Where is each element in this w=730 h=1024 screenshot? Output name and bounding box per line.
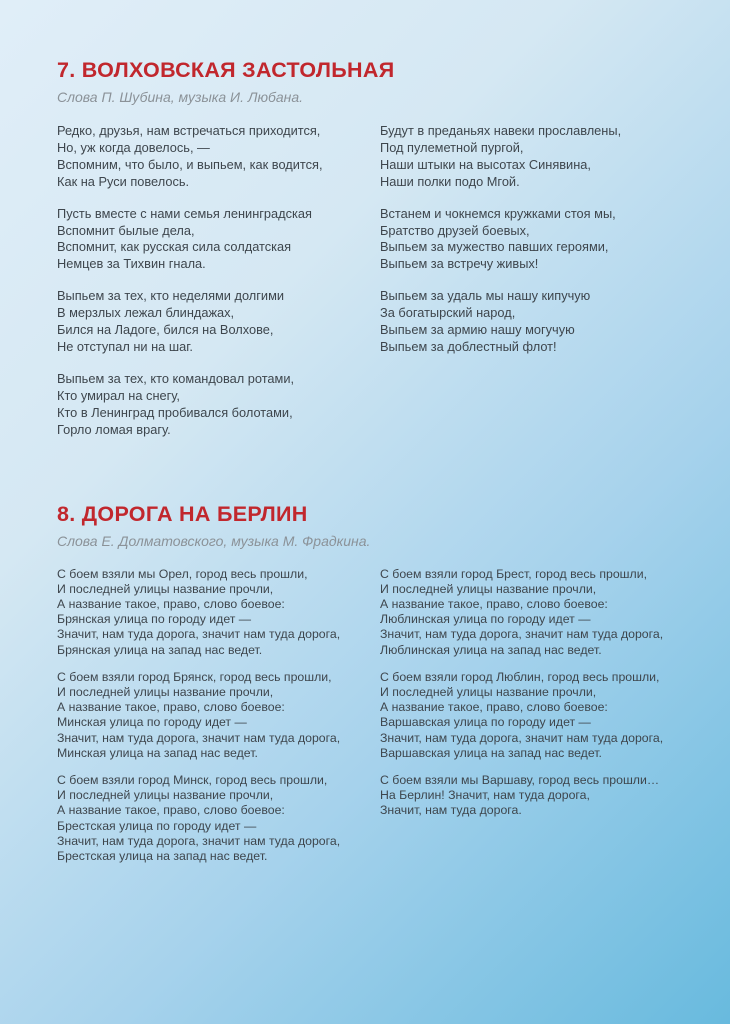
stanza: С боем взяли мы Варшаву, город весь прошли… На Берлин! Значит, нам туда дорога, Значит, нам туда дорога. — [380, 772, 660, 818]
song-title: 8. ДОРОГА НА БЕРЛИН — [57, 501, 308, 526]
stanza: Будут в преданьях навеки прославлены, Под пулеметной пургой, Наши штыки на высотах Синявина, Наши полки подо Мгой. — [380, 123, 622, 189]
stanza: С боем взяли город Брест, город весь прошли, И последней улицы название прочли, А название такое, право, слово боевое: Люблинская улица по городу идет — Значит, нам туда дорога, значит нам туда дорога, Люблинская улица на запад нас ведет. — [380, 566, 664, 657]
stanza: Встанем и чокнемся кружками стоя мы, Братство друзей боевых, Выпьем за мужество павших героями, Выпьем за встречу живых! — [380, 205, 616, 272]
lyrics-column — [380, 123, 703, 454]
stanza: С боем взяли мы Орел, город весь прошли, И последней улицы название прочли, А название такое, право, слово боевое: Брянская улица по городу идет — Значит, нам туда дорога, значит нам туда дорога, Брянская улица на запад нас ведет. — [57, 566, 341, 657]
lyrics-column — [380, 567, 703, 877]
stanza: С боем взяли город Люблин, город весь прошли, И последней улицы название прочли, А название такое, право, слово боевое: Варшавская улица по городу идет — Значит, нам туда дорога, значит нам туда дорога, Варшавская улица на запад нас ведет. — [380, 669, 664, 760]
song-section-8 — [57, 501, 710, 877]
song-section-7 — [57, 57, 710, 454]
lyrics-columns — [57, 567, 710, 877]
stanza: С боем взяли город Брянск, город весь прошли, И последней улицы название прочли, А название такое, право, слово боевое: Минская улица по городу идет — Значит, нам туда дорога, значит нам туда дорога, Минская улица на запад нас ведет. — [57, 669, 341, 760]
song-title: 7. ВОЛХОВСКАЯ ЗАСТОЛЬНАЯ — [57, 58, 395, 82]
song-credits: Слова Е. Долматовского, музыка М. Фрадкина. — [57, 532, 371, 549]
stanza: Выпьем за удаль мы нашу кипучую За богатырский народ, Выпьем за армию нашу могучую Выпьем за доблестный флот! — [380, 288, 591, 354]
song-credits: Слова П. Шубина, музыка И. Любана. — [57, 89, 304, 105]
lyrics-column — [57, 567, 380, 877]
lyrics-columns — [57, 123, 710, 454]
stanza: С боем взяли город Минск, город весь прошли, И последней улицы название прочли, А название такое, право, слово боевое: Брестская улица по городу идет — Значит, нам туда дорога, значит нам туда дорога, Брестская улица на запад нас ведет. — [57, 772, 341, 863]
stanza: Редко, друзья, нам встречаться приходится, Но, уж когда довелось, — Вспомним, что было, и выпьем, как водится, Как на Руси повелось. — [57, 123, 323, 189]
lyrics-column — [57, 123, 380, 454]
stanza: Выпьем за тех, кто неделями долгими В мерзлых лежал блиндажах, Бился на Ладоге, бился на Волхове, Не отступал ни на шаг. — [57, 288, 285, 354]
stanza: Выпьем за тех, кто командовал ротами, Кто умирал на снегу, Кто в Ленинград пробивался болотами, Горло ломая врагу. — [57, 370, 295, 437]
stanza: Пусть вместе с нами семья ленинградская Вспомнит былые дела, Вспомнит, как русская сила солдатская Немцев за Тихвин гнала. — [57, 205, 312, 272]
